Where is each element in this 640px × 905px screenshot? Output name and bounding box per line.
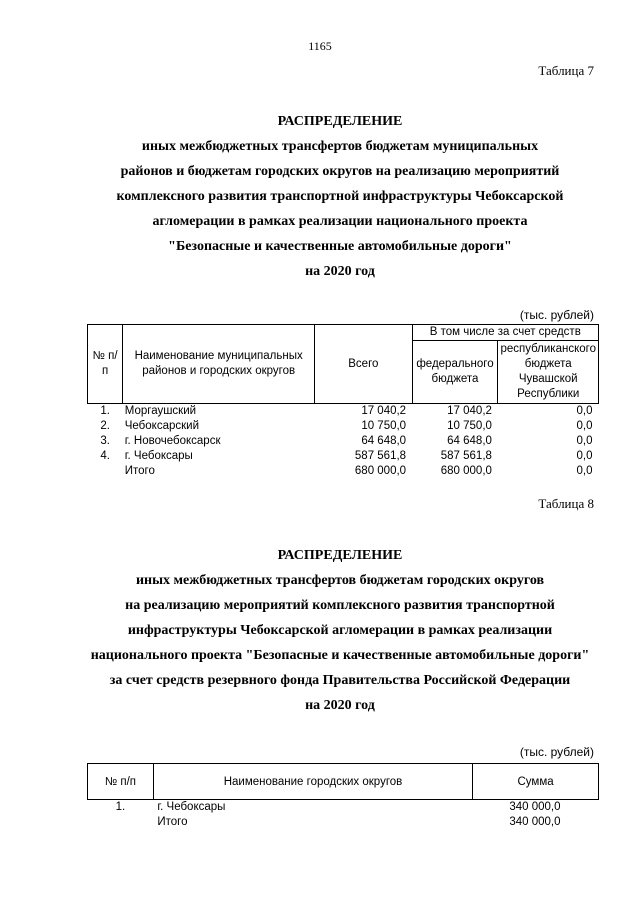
header-including: В том числе за счет средств (412, 325, 598, 341)
title-line: национального проекта "Безопасные и качественные автомобильные дороги" (90, 648, 590, 663)
row-total: 64 648,0 (361, 435, 407, 447)
header-name: Наименование муниципальных районов и городских округов (123, 325, 315, 404)
table8 (87, 763, 599, 830)
row-republic: 0,0 (576, 405, 593, 417)
table-row (88, 404, 599, 420)
table-row-total (88, 815, 599, 830)
title-line: РАСПРЕДЕЛЕНИЕ (277, 548, 403, 563)
row-federal: 17 040,2 (447, 405, 492, 417)
row-republic: 0,0 (576, 450, 593, 462)
row-name: г. Новочебоксарск (124, 435, 221, 447)
table7-title (60, 109, 620, 284)
row-name: г. Чебоксары (157, 801, 226, 813)
table8-title (60, 543, 620, 718)
row-total: 680 000,0 (354, 465, 407, 477)
header-total: Всего (315, 325, 413, 404)
title-line: РАСПРЕДЕЛЕНИЕ (277, 114, 403, 129)
table7-unit: (тыс. рублей) (519, 308, 594, 322)
row-name: Моргаушский (124, 405, 197, 417)
table7 (87, 324, 599, 479)
row-total: 587 561,8 (354, 450, 407, 462)
row-num: 1. (100, 405, 110, 417)
row-name: Чебоксарский (124, 420, 199, 432)
row-sum: 340 000,0 (509, 816, 561, 828)
title-line: на реализацию мероприятий комплексного развития транспортной (125, 598, 555, 613)
title-line: районов и бюджетам городских округов на реализацию мероприятий (120, 164, 560, 179)
title-line: инфраструктуры Чебоксарской агломерации в рамках реализации (127, 623, 553, 638)
header-num: № п/п (88, 325, 123, 404)
table-row (88, 800, 599, 816)
header-num: № п/п (88, 764, 154, 800)
row-republic: 0,0 (576, 435, 593, 447)
title-line: за счет средств резервного фонда Правительства Российской Федерации (109, 673, 571, 688)
row-num: 3. (100, 435, 110, 447)
title-line: агломерации в рамках реализации национального проекта (152, 214, 528, 229)
row-total: 10 750,0 (361, 420, 407, 432)
table-row (88, 419, 599, 434)
table7-label: Таблица 7 (538, 63, 594, 78)
row-num: 2. (100, 420, 110, 432)
header-federal: федерального бюджета (412, 341, 498, 404)
row-republic: 0,0 (576, 465, 593, 477)
row-federal: 587 561,8 (440, 450, 492, 462)
header-republic: республиканского бюджета Чувашской Республики (498, 341, 599, 404)
title-line: "Безопасные и качественные автомобильные дороги" (168, 239, 512, 254)
row-name: Итого (157, 816, 188, 828)
table8-label: Таблица 8 (538, 496, 594, 511)
table-row (88, 434, 599, 449)
title-line: на 2020 год (305, 264, 375, 279)
row-name: Итого (124, 465, 155, 477)
row-num (88, 815, 154, 830)
table-row (88, 449, 599, 464)
header-sum: Сумма (473, 764, 599, 800)
row-total: 17 040,2 (361, 405, 407, 417)
title-line: на 2020 год (305, 698, 375, 713)
row-name: г. Чебоксары (124, 450, 193, 462)
row-federal: 10 750,0 (447, 420, 492, 432)
title-line: иных межбюджетных трансфертов бюджетам городских округов (135, 573, 545, 588)
row-num: 4. (100, 450, 110, 462)
header-name: Наименование городских округов (153, 764, 472, 800)
row-federal: 680 000,0 (440, 465, 492, 477)
row-num: 1. (115, 801, 126, 813)
table8-unit: (тыс. рублей) (519, 745, 594, 759)
title-line: комплексного развития транспортной инфраструктуры Чебоксарской (116, 189, 564, 204)
row-republic: 0,0 (576, 420, 593, 432)
page-number: 1165 (308, 39, 332, 53)
row-federal: 64 648,0 (447, 435, 492, 447)
table-row-total (88, 464, 599, 479)
row-sum: 340 000,0 (509, 801, 561, 813)
row-num (88, 464, 123, 479)
title-line: иных межбюджетных трансфертов бюджетам муниципальных (141, 139, 539, 154)
